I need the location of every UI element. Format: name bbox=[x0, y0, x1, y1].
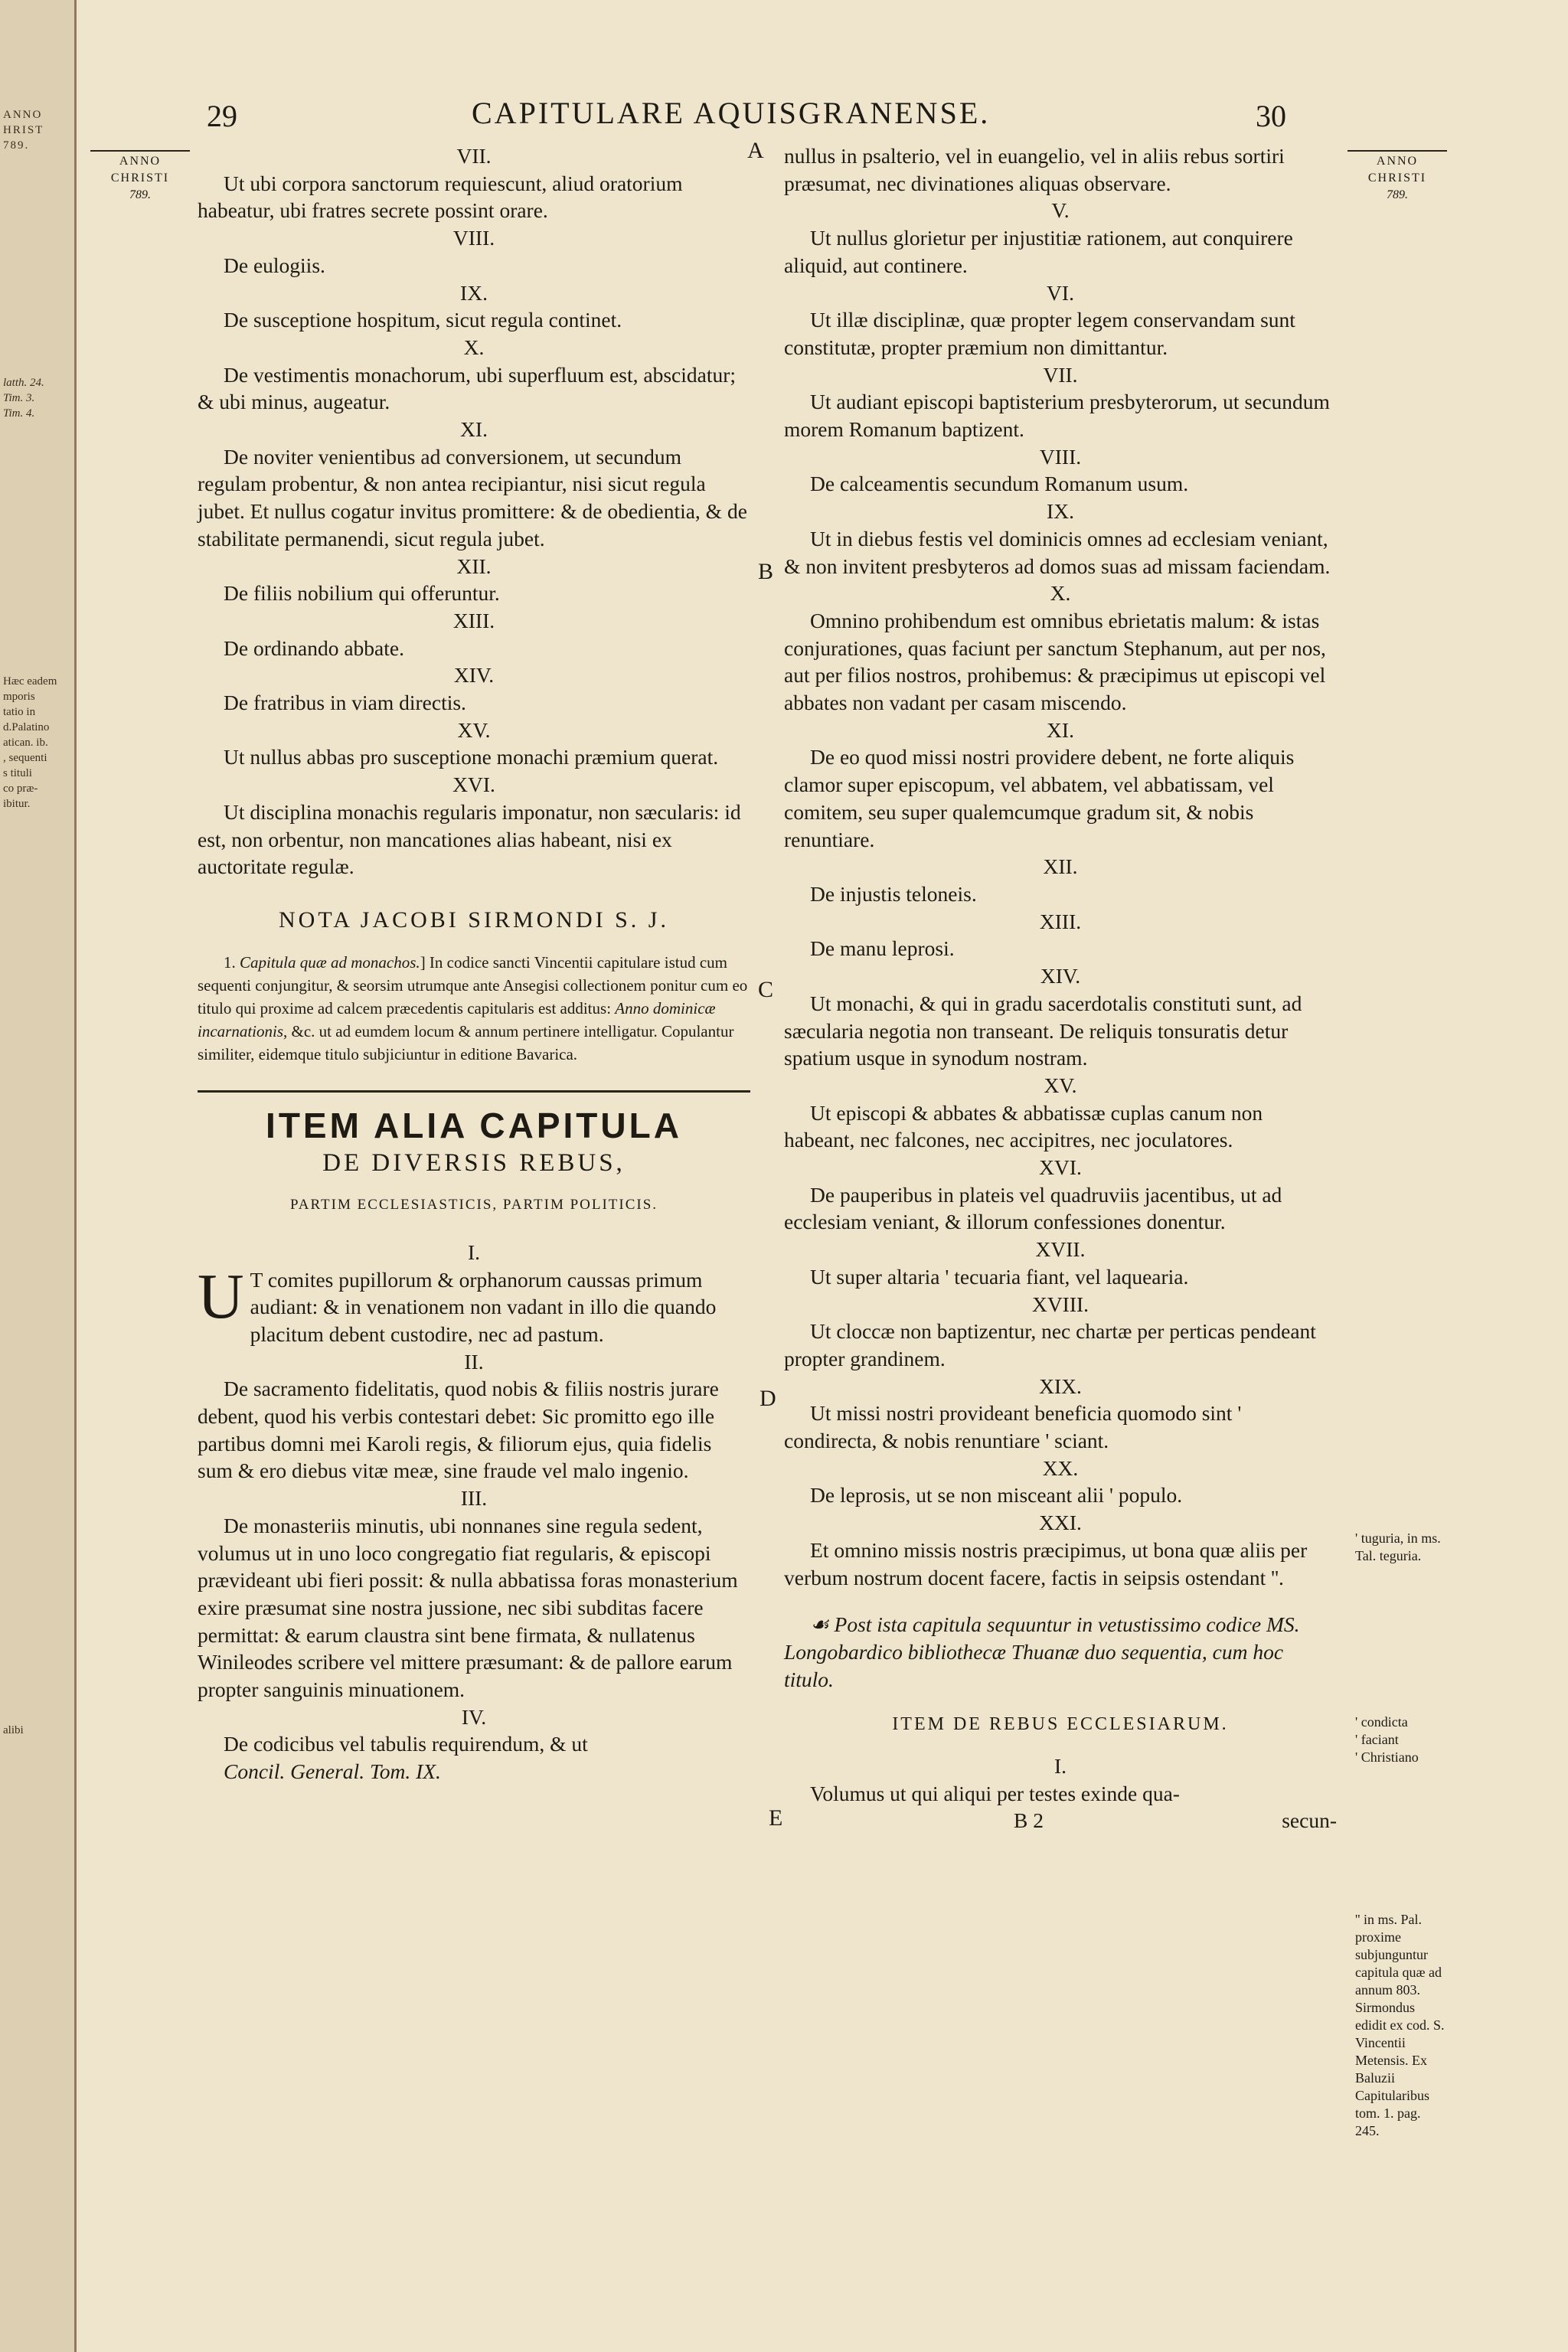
chapter-number: XVII. bbox=[1035, 1237, 1086, 1262]
chapter-text: De filiis nobilium qui offeruntur. bbox=[224, 581, 500, 606]
chapter-number: XI. bbox=[460, 417, 488, 442]
chapter-text: Ut audiant episcopi baptisterium presbyterorum, ut secundum morem Romanum baptizent. bbox=[784, 390, 1330, 442]
facing-page-edge bbox=[0, 0, 77, 2352]
chapter-text: Ut in diebus festis vel dominicis omnes ad ecclesiam veniant, & non invitent presbyteros ad domos suas ad missam faciendam. bbox=[784, 526, 1331, 578]
margin-letter-d: D bbox=[760, 1386, 776, 1411]
chapter-text: nullus in psalterio, vel in euangelio, vel in aliis rebus sortiri præsumat, nec divinationes aliquas observare. bbox=[784, 144, 1285, 195]
chapter-number: VIII. bbox=[452, 226, 495, 250]
chapter-number: XIII. bbox=[1039, 909, 1082, 933]
chapter-number: XVI. bbox=[452, 773, 495, 797]
facing-note: Hæc eadem mporis tatio in d.Palatino atican. ib. , sequenti s tituli co præ- ibitur. bbox=[3, 675, 57, 810]
chapter-number: XV. bbox=[1044, 1073, 1077, 1097]
note-italic: Anno dominicæ incarnationis bbox=[198, 998, 716, 1040]
chapter-text: De injustis teloneis. bbox=[810, 881, 977, 906]
chapter-text: Ut cloccæ non baptizentur, nec chartæ per perticas pendeant propter grandinem. bbox=[784, 1319, 1316, 1370]
left-column bbox=[198, 142, 750, 1785]
section-title: ITEM ALIA CAPITULA bbox=[266, 1105, 682, 1145]
fleuron-icon: ☙ bbox=[810, 1612, 829, 1637]
chapter-number: III. bbox=[460, 1486, 488, 1511]
anno-label: CHRISTI bbox=[110, 172, 170, 185]
chapter-text: De sacramento fidelitatis, quod nobis & filiis nostris jurare debent, quod his verbis contestari debet: Sic promitto ego ille partibus domni mei Karoli regis, & filiorum ejus, quia fidelis sum & ero diebus vitæ meæ, sine fraude vel malo ingenio. bbox=[198, 1377, 719, 1483]
chapter-number: VI. bbox=[1047, 280, 1074, 305]
section-subtitle-small: PARTIM ECCLESIASTICIS, PARTIM POLITICIS. bbox=[289, 1197, 658, 1214]
anno-right bbox=[1340, 150, 1455, 204]
anno-label: ANNO bbox=[119, 155, 162, 168]
chapter-number: XX. bbox=[1042, 1455, 1079, 1480]
chapter-text: De leprosis, ut se non misceant alii ' populo. bbox=[810, 1483, 1183, 1508]
right-column bbox=[784, 142, 1337, 1834]
section-rule bbox=[198, 1090, 750, 1093]
chapter-number: XXI. bbox=[1039, 1511, 1082, 1535]
chapter-text: Ut nullus abbas pro susceptione monachi præmium querat. bbox=[224, 745, 719, 769]
note-number: 1. bbox=[224, 952, 236, 972]
chapter-number: XII. bbox=[456, 554, 492, 578]
chapter-number: XIII. bbox=[452, 608, 495, 632]
chapter-number: II. bbox=[464, 1349, 484, 1374]
running-head: CAPITULARE AQUISGRANENSE. bbox=[472, 96, 991, 130]
anno-year: 789. bbox=[1387, 188, 1408, 201]
chapter-text: De ordinando abbate. bbox=[224, 635, 404, 660]
anno-rule bbox=[1348, 150, 1447, 152]
chapter-number: XV. bbox=[457, 717, 491, 742]
chapter-text: Ut nullus glorietur per injustitiæ rationem, aut conquirere aliquid, aut continere. bbox=[784, 226, 1293, 277]
anno-rule bbox=[90, 150, 190, 152]
chapter-text: Et omnino missis nostris præcipimus, ut bona quæ aliis per verbum nostrum docent facere, factis in seipsis ostendant ''. bbox=[784, 1537, 1308, 1589]
chapter-text: De codicibus vel tabulis requirendum, & ut bbox=[224, 1732, 588, 1756]
chapter-number: IX. bbox=[1047, 499, 1074, 524]
page-number-right: 30 bbox=[1256, 99, 1286, 133]
chapter-text: Volumus ut qui aliqui per testes exinde qua- bbox=[810, 1781, 1180, 1805]
anno-label: CHRISTI bbox=[1367, 172, 1427, 185]
chapter-text: De fratribus in viam directis. bbox=[224, 691, 466, 715]
chapter-text: De calceamentis secundum Romanum usum. bbox=[810, 472, 1189, 496]
chapter-text: Ut super altaria ' tecuaria fiant, vel laquearia. bbox=[810, 1264, 1189, 1289]
section-subtitle: DE DIVERSIS REBUS, bbox=[322, 1149, 626, 1178]
footer-signature: Concil. General. Tom. IX. bbox=[224, 1759, 441, 1784]
chapter-number: I. bbox=[467, 1240, 481, 1264]
chapter-number: VIII. bbox=[1039, 444, 1082, 469]
side-note-palatine: '' in ms. Pal. proxime subjunguntur capitula quæ ad annum 803. Sirmondus edidit ex cod. S. Vincentii Metensis. Ex Baluzii Capitularibus tom. 1. pag. 245. bbox=[1355, 1912, 1445, 2138]
note-heading: NOTA JACOBI SIRMONDI S. J. bbox=[279, 906, 669, 933]
chapter-text: De manu leprosi. bbox=[810, 936, 955, 961]
chapter-text: Ut monachi, & qui in gradu sacerdotalis constituti sunt, ad sæcularia negotia non transeant. De reliquis tonsuratis detur spatium usque in synodum nostram. bbox=[784, 991, 1302, 1070]
chapter-text: Ut episcopi & abbates & abbatissæ cuplas canum non habeant, nec falcones, nec accipitres, nec joculatores. bbox=[784, 1100, 1263, 1152]
chapter-number: XII. bbox=[1043, 854, 1078, 879]
chapter-text: De pauperibus in plateis vel quadruviis jacentibus, ut ad ecclesiam veniant, & illorum confessiones donentur. bbox=[784, 1182, 1282, 1234]
page-foot bbox=[784, 1807, 1337, 1834]
anno-label: ANNO bbox=[1376, 155, 1419, 168]
chapter-text: De eo quod missi nostri providere debent, ne forte aliquis clamor super episcopum, vel abbatem, vel abbatissam, vel comitem, seu super qualemcumque gradum sit, & nobis renuntiare. bbox=[784, 745, 1295, 851]
page-number-left: 29 bbox=[207, 99, 237, 133]
chapter-number: X. bbox=[1050, 581, 1071, 606]
chapter-number: XIV. bbox=[453, 663, 495, 688]
chapter-number: V. bbox=[1051, 198, 1070, 223]
chapter-number: XVI. bbox=[1039, 1155, 1082, 1180]
anno-left bbox=[83, 150, 198, 204]
chapter-number: X. bbox=[463, 335, 485, 359]
margin-letter-c: C bbox=[758, 977, 774, 1002]
chapter-text: De noviter venientibus ad conversionem, ut secundum regulam probentur, & non antea recipiantur, nisi sicut regula jubet. Et nullus cogatur invitus promittere: & de obedientia, & de stabilitate permanendi, sicut regula jubet. bbox=[198, 444, 747, 550]
editorial-note-text: Post ista capitula sequuntur in vetustissimo codice MS. Longobardico bibliothecæ Thuanæ duo sequentia, cum hoc titulo. bbox=[784, 1612, 1300, 1691]
chapter-number: XI. bbox=[1047, 717, 1074, 742]
anno-year: 789. bbox=[129, 188, 151, 201]
chapter-text: Ut ubi corpora sanctorum requiescunt, aliud oratorium habeatur, ubi fratres secrete possint orare. bbox=[198, 171, 683, 223]
note-body bbox=[198, 951, 750, 1066]
chapter-text: De eulogiis. bbox=[224, 253, 325, 277]
chapter-text: Ut missi nostri provideant beneficia quomodo sint ' condirecta, & nobis renuntiare ' sciant. bbox=[784, 1401, 1242, 1453]
signature-mark: B 2 bbox=[1014, 1808, 1044, 1833]
chapter-text: Ut illæ disciplinæ, quæ propter legem conservandam sunt constitutæ, propter præmium non dimittantur. bbox=[784, 308, 1295, 359]
chapter-number: IV. bbox=[461, 1704, 487, 1729]
margin-letter-a: A bbox=[747, 138, 764, 163]
chapter-number: VII. bbox=[1043, 362, 1078, 387]
facing-ref: latth. 24. Tim. 3. Tim. 4. bbox=[3, 377, 44, 420]
chapter-number: IX. bbox=[460, 280, 488, 305]
note-lemma: Capitula quæ ad monachos. bbox=[240, 952, 420, 972]
note-text: , &c. ut ad eumdem locum & annum pertinere intelligatur. Copulantur similiter, eidemque titulo subjiciuntur in editione Bavarica. bbox=[198, 1021, 734, 1063]
facing-anno: ANNO HRIST 789. bbox=[3, 109, 44, 152]
drop-cap: U bbox=[198, 1260, 244, 1332]
subsection-title: ITEM DE REBUS ECCLESIARUM. bbox=[892, 1714, 1229, 1735]
editorial-note bbox=[784, 1611, 1337, 1693]
chapter-text: De vestimentis monachorum, ubi superfluum est, abscidatur; & ubi minus, augeatur. bbox=[198, 362, 737, 414]
chapter-text-body: T comites pupillorum & orphanorum caussas primum audiant: & in venationem non vadant in illo die quando placitum debent custodire, nec ad pastum. bbox=[250, 1267, 717, 1346]
chapter-text: De susceptione hospitum, sicut regula continet. bbox=[224, 308, 622, 332]
note-text: ] In codice sancti Vincentii capitulare istud cum sequenti conjungitur, & seorsim utrumque ante Ansegisi collectionem ponitur cum eo titulo qui proxime ad calcem præcedentis capitularis est additus: bbox=[198, 952, 748, 1018]
chapter-number: VII. bbox=[456, 144, 492, 168]
chapter-text: De monasteriis minutis, ubi nonnanes sine regula sedent, volumus ut in uno loco congregatio fiat regularis, & episcopi prævideant ubi fieri possit: & nulla abbatissa foras monasterium exire præsumat sine nostra jussione, nec sibi subditas facere permittat: & earum claustra sint bene firmata, & nullatenus Winileodes scribere vel mittere præsumant: & de pallore earum propter sanguinis minuationem. bbox=[198, 1513, 738, 1702]
chapter-text: Omnino prohibendum est omnibus ebrietatis malum: & istas conjurationes, quas faciunt per sanctum Stephanum, aut per nos, aut per filios nostros, prohibemus: & præcipimus ut episcopi vel abbates non vadant per casam miscendo. bbox=[784, 608, 1326, 715]
margin-letter-e: E bbox=[769, 1805, 783, 1831]
chapter-number: XVIII. bbox=[1031, 1292, 1089, 1316]
chapter-number: I. bbox=[1054, 1754, 1067, 1779]
side-note-variants: ' condicta ' faciant ' Christiano bbox=[1355, 1714, 1419, 1765]
facing-alibi: alibi bbox=[3, 1724, 24, 1736]
chapter-number: XIV. bbox=[1040, 964, 1081, 988]
catchword: secun- bbox=[1282, 1808, 1337, 1833]
margin-letter-b: B bbox=[758, 559, 774, 584]
chapter-number: XIX. bbox=[1039, 1374, 1082, 1398]
page bbox=[77, 0, 1568, 2352]
chapter-text bbox=[198, 1260, 750, 1348]
side-note-tuguria: ' tuguria, in ms. Tal. teguria. bbox=[1355, 1530, 1441, 1563]
chapter-text: Ut disciplina monachis regularis imponatur, non sæcularis: id est, non orbentur, non mancationes alias habeant, nisi ex auctoritate regulæ. bbox=[198, 799, 741, 879]
